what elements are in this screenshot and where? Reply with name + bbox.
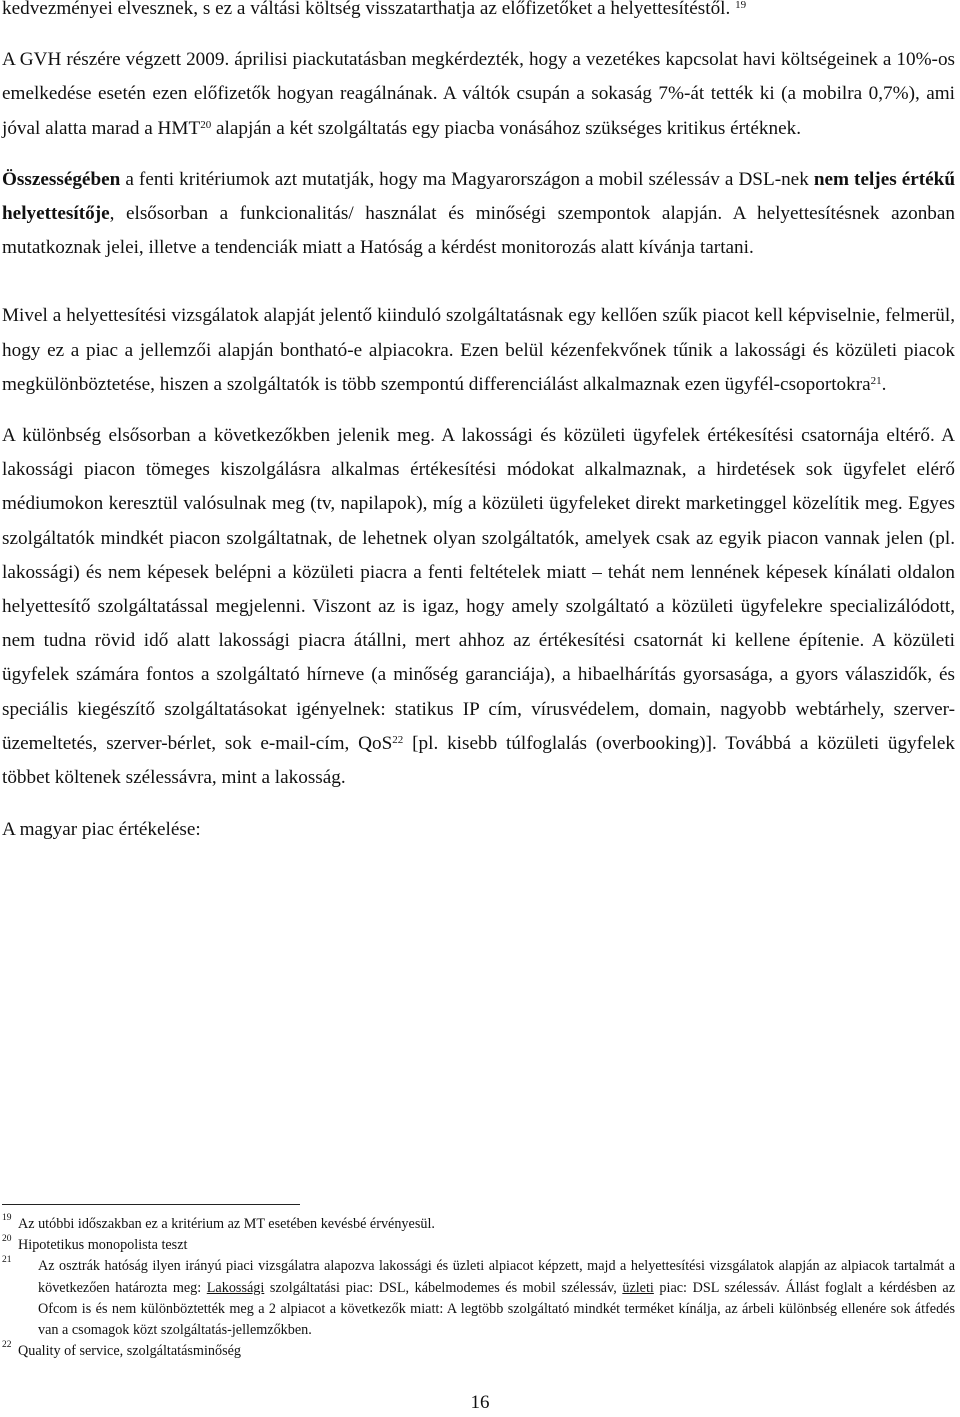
- footnote-text: piac: DSL szélessáv. Állást foglalt a kérdésben az Ofcom is és nem különböztették meg a 2 alpiacot a következők miatt: A legtöbb szolgáltató mindkét terméket kínálja, az árbeli különbség ellenére sok átfedés van a csomagok közt szolgáltatás-jellemzőkben.: [38, 1279, 956, 1339]
- footnote-number: 20: [2, 1234, 12, 1245]
- footnote-21: [2, 1256, 955, 1341]
- bold-text: nem teljes értékű helyettesítője: [2, 168, 956, 225]
- footnote-number: 21: [2, 1255, 12, 1266]
- paragraph-mivel: [2, 299, 955, 402]
- footnote-text: Az osztrák hatóság ilyen irányú piaci vizsgálatra alapozva lakossági és üzleti alpiacot képzett, majd a helyettesítési vizsgálatok alapján az alpiacok tartalmát a következően határozta meg:: [38, 1258, 955, 1296]
- paragraph-text: kedvezményei elvesznek, s ez a váltási költség visszatarthatja az előfizetőket a helyettesítéstől.: [2, 0, 731, 19]
- underlined-text: Lakossági: [206, 1279, 265, 1296]
- paragraph-text: [pl. kisebb túlfoglalás (overbooking)]. Továbbá a közületi ügyfelek többet költenek szélessávra, mint a lakosság.: [2, 732, 955, 789]
- paragraph-gvh: [2, 43, 955, 146]
- footnote-text: Hipotetikus monopolista teszt: [18, 1237, 188, 1254]
- footnote-text: Quality of service, szolgáltatásminőség: [18, 1343, 241, 1360]
- paragraph-kulonbseg: [2, 419, 955, 795]
- footnote-text: szolgáltatási piac: DSL, kábelmodemes és mobil szélessáv,: [264, 1279, 623, 1296]
- spacer: [2, 265, 955, 282]
- paragraph-text: , elsősorban a funkcionalitás/ használat és minőségi szempontok alapján. A helyettesítésnek azonban mutatkoznak jelei, illetve a tendenciák miatt a Hatóság a kérdést monitorozás alatt kívánja tartani.: [2, 203, 955, 259]
- paragraph-text: a fenti kritériumok azt mutatják, hogy ma Magyarországon a mobil szélessáv a DSL-nek: [120, 168, 814, 190]
- footnote-number: 22: [2, 1340, 12, 1351]
- spacer: [2, 26, 955, 43]
- body-text: [2, 0, 955, 847]
- spacer: [2, 282, 955, 299]
- footnote-number: 19: [2, 1213, 12, 1223]
- footnote-text: Az utóbbi időszakban ez a kritérium az MT esetében kevésbé érvényesül.: [18, 1216, 435, 1232]
- spacer: [2, 146, 955, 163]
- paragraph-text: A különbség elsősorban a következőkben jelenik meg. A lakossági és közületi ügyfelek értékesítési csatornája eltérő. A lakossági piacon tömeges kiszolgálásra alkalmas értékesítési módokat alkalmaznak, a hirdetések sok ügyfelet elérő médiumokon keresztül valósulnak meg (tv, napilapok), míg a közületi ügyfeleket direkt marketinggel közelítik meg. Egyes szolgáltatók mindkét piacon szolgáltatnak, de lehetnek olyan szolgáltatók, amelyek csak az egyik piacon vannak jelen (pl. lakossági) és nem képesek belépni a közületi piacra a fenti feltételek miatt – tehát nem lennének képesek kínálati oldalon helyettesítő szolgáltatással megjelenni. Viszont az is igaz, hogy amely szolgáltató a közületi ügyfelekre specializálódott, nem tudna rövid idő alatt lakossági piacra átállni, mert ahhoz az értékesítési csatornát ki kellene építenie. A közületi ügyfelek számára fontos a szolgáltató hírneve (a minőség garanciája), a hibaelhárítás gyorsasága, a gyors válaszidők, és speciális kiegészítő szolgáltatásokat igényelnek: statikus IP cím, vírusvédelem, domain, nagyobb webtárhely, szerver-üzemeltetés, szerver-bérlet, sok e-mail-cím, QoS: [2, 425, 955, 754]
- footnote-ref-20: 20: [200, 118, 212, 131]
- paragraph-summary: [2, 163, 955, 266]
- spacer: [2, 795, 955, 813]
- spacer: [2, 402, 955, 419]
- footnote-22: [2, 1341, 955, 1362]
- page-number: 16: [470, 1392, 490, 1413]
- paragraph-text: .: [881, 373, 887, 395]
- footnote-ref-21: 21: [870, 374, 882, 387]
- footnote-20: [2, 1235, 955, 1256]
- paragraph-magyar: A magyar piac értékelése:: [2, 819, 201, 841]
- footnote-19: [2, 1214, 955, 1235]
- footnote-separator: [2, 1204, 300, 1205]
- footnotes: [2, 1214, 955, 1362]
- paragraph-text: Mivel a helyettesítési vizsgálatok alapját jelentő kiinduló szolgáltatásnak egy kellően szűk piacot kell képviselnie, felmerül, hogy ez a piac a jellemzői alapján bontható-e alpiacokra. Ezen belül kézenfekvőnek tűnik a lakossági és közületi piacok megkülönböztetése, hiszen a szolgáltatók is több szempontú differenciálást alkalmaznak ezen ügyfél-csoportokra: [2, 305, 955, 395]
- paragraph-text: A GVH részére végzett 2009. áprilisi piackutatásban megkérdezték, hogy a vezetékes kapcsolat havi költségeinek a 10%-os emelkedése esetén ezen előfizetők hogyan reagálnának. A váltók csupán a sokaság 7%-át tették ki (a mobilra 0,7%), ami jóval alatta marad a HMT: [2, 49, 955, 139]
- underlined-text: üzleti: [622, 1279, 654, 1296]
- footnote-ref-22: 22: [392, 733, 404, 746]
- footnote-ref-19: 19: [735, 0, 747, 11]
- bold-text: Összességében: [2, 168, 121, 190]
- paragraph-text: alapján a két szolgáltatás egy piacba vonásához szükséges kritikus értéknek.: [211, 117, 802, 139]
- paragraph-top: [2, 0, 955, 26]
